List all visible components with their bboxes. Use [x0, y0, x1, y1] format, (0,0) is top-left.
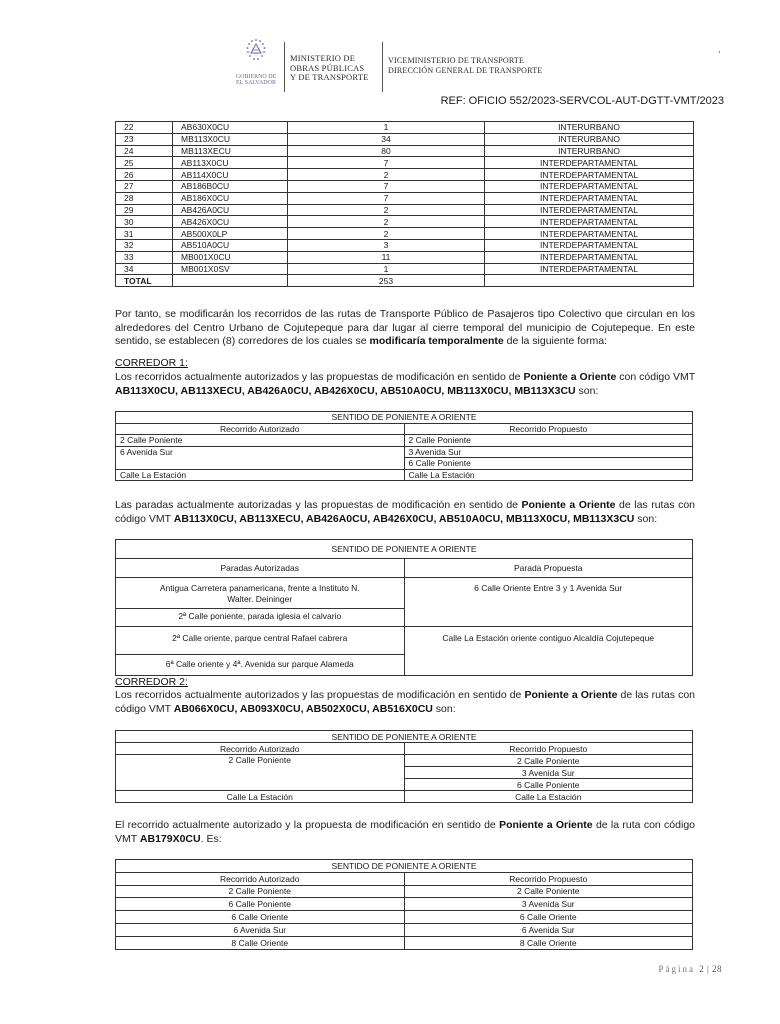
- table-cell: 6 Calle Oriente Entre 3 y 1 Avenida Sur: [404, 578, 693, 627]
- table-cell: MB113X0CU: [173, 133, 288, 145]
- table-cell: 32: [116, 239, 173, 251]
- table-cell: 3 Avenida Sur: [404, 767, 693, 779]
- table-row: [116, 180, 694, 192]
- table-cell: 2 Calle Poniente: [116, 755, 405, 791]
- table-row: [116, 192, 694, 204]
- table-cell: Calle La Estación oriente contiguo Alcaldía Cojutepeque: [404, 627, 693, 676]
- header-divider: [284, 42, 285, 92]
- page-label: Página: [658, 964, 695, 974]
- table-cell: AB426X0CU: [173, 216, 288, 228]
- table-cell: INTERDEPARTAMENTAL: [485, 204, 694, 216]
- table-cell: [485, 275, 694, 287]
- table-cell: 7: [288, 192, 485, 204]
- table-cell: 1: [288, 122, 485, 134]
- table-cell: AB426A0CU: [173, 204, 288, 216]
- text-run: Los recorridos actualmente autorizados y las propuestas de modificación en sentido de: [115, 689, 525, 701]
- corredor-2-paragraph-2: [115, 819, 695, 846]
- table-cell: INTERDEPARTAMENTAL: [485, 216, 694, 228]
- table-row: [116, 157, 694, 169]
- table-cell: 3 Avenida Sur: [404, 446, 693, 458]
- logo-caption-line-2: EL SALVADOR: [236, 80, 276, 86]
- table-cell: 2: [288, 169, 485, 181]
- table-row: [116, 898, 693, 911]
- ministry-name: [290, 54, 369, 83]
- page-footer: [658, 964, 722, 974]
- route-codes: AB066X0CU, AB093X0CU, AB502X0CU, AB516X0CU: [173, 702, 433, 715]
- table-row: [116, 239, 694, 251]
- table-cell: 6 Avenida Sur: [116, 446, 405, 469]
- route-codes: AB113X0CU, AB113XECU, AB426A0CU, AB426X0CU, AB510A0CU, MB113X0CU, MB113X3CU: [115, 384, 576, 397]
- government-logo: [232, 38, 280, 94]
- routes-table: [115, 121, 694, 287]
- text-run: son:: [575, 384, 599, 397]
- table-cell: 3 Avenida Sur: [404, 898, 693, 911]
- table-cell: 8 Calle Oriente: [116, 936, 405, 949]
- text-run: son:: [634, 512, 658, 525]
- table-cell: 29: [116, 204, 173, 216]
- table-cell: Calle La Estación: [116, 469, 405, 481]
- header-divider-2: [382, 42, 383, 92]
- total-label: TOTAL: [116, 275, 173, 287]
- text-run: de la ruta con código VMT: [115, 819, 695, 845]
- table-cell: 11: [288, 251, 485, 263]
- table-title: SENTIDO DE PONIENTE A ORIENTE: [116, 731, 693, 743]
- intro-bold: modificaría temporalmente: [369, 335, 504, 348]
- table-cell: 2: [288, 204, 485, 216]
- text-bold: Poniente a Oriente: [524, 689, 618, 701]
- table-cell: AB113X0CU: [173, 157, 288, 169]
- table-cell: AB630X0CU: [173, 122, 288, 134]
- corredor-1-title: CORREDOR 1:: [115, 357, 188, 369]
- table-cell: 28: [116, 192, 173, 204]
- table-cell: 6ª Calle oriente y 4ª. Avenida sur parque Alameda: [116, 655, 405, 676]
- table-row: [116, 885, 693, 898]
- table-cell: INTERURBANO: [485, 133, 694, 145]
- table-cell: AB500X0LP: [173, 228, 288, 240]
- table-cell: 2 Calle Poniente: [116, 435, 405, 447]
- text-run: son:: [432, 702, 456, 715]
- table-cell: 6 Calle Oriente: [116, 911, 405, 924]
- table-cell: Calle La Estación: [404, 469, 693, 481]
- table-cell: Antigua Carretera panamericana, frente a Instituto N. Walter. Deininger: [116, 578, 405, 609]
- table-cell: 7: [288, 157, 485, 169]
- text-run: Las paradas actualmente autorizadas y las propuestas de modificación en sentido de: [115, 499, 522, 511]
- table-cell: INTERDEPARTAMENTAL: [485, 263, 694, 275]
- table-cell: 2 Calle Poniente: [404, 435, 693, 447]
- table-cell: 23: [116, 133, 173, 145]
- table-cell: 6 Avenida Sur: [116, 923, 405, 936]
- table-cell: INTERDEPARTAMENTAL: [485, 192, 694, 204]
- intro-paragraph: [115, 308, 695, 349]
- column-header: Paradas Autorizadas: [116, 559, 405, 578]
- text-bold: Poniente a Oriente: [523, 371, 617, 383]
- table-cell: Calle La Estación: [116, 791, 405, 803]
- text-run: de las rutas con código VMT: [115, 689, 695, 715]
- page-number: 2 | 28: [699, 964, 722, 974]
- table-cell: 8 Calle Oriente: [404, 936, 693, 949]
- table-cell: 33: [116, 251, 173, 263]
- table-cell: 34: [116, 263, 173, 275]
- table-cell: 31: [116, 228, 173, 240]
- route-codes: AB179X0CU: [139, 832, 201, 845]
- table-cell: 6 Calle Poniente: [404, 779, 693, 791]
- column-header: Recorrido Propuesto: [404, 872, 693, 885]
- intro-tail: de la siguiente forma:: [503, 335, 607, 348]
- column-header: Recorrido Autorizado: [116, 872, 405, 885]
- vice-ministry-line-2: DIRECCIÓN GENERAL DE TRANSPORTE: [388, 66, 543, 75]
- table-row: [116, 169, 694, 181]
- table-cell: MB001X0SV: [173, 263, 288, 275]
- letterhead: [232, 38, 562, 94]
- table-cell: INTERDEPARTAMENTAL: [485, 169, 694, 181]
- table-cell: 26: [116, 169, 173, 181]
- table-row: [116, 263, 694, 275]
- text-bold: Poniente a Oriente: [521, 499, 616, 511]
- table-row: [116, 145, 694, 157]
- table-cell: 7: [288, 180, 485, 192]
- column-header: Recorrido Propuesto: [404, 423, 693, 435]
- text-run: con código VMT: [616, 371, 696, 383]
- corredor-1-routes-table: [115, 411, 693, 481]
- table-cell: AB510A0CU: [173, 239, 288, 251]
- table-cell: AB186X0CU: [173, 192, 288, 204]
- table-cell: AB186B0CU: [173, 180, 288, 192]
- total-value: 253: [288, 275, 485, 287]
- table-cell: 6 Avenida Sur: [404, 923, 693, 936]
- vice-ministry-name: [388, 56, 542, 76]
- table-cell: INTERURBANO: [485, 122, 694, 134]
- table-cell: 2ª Calle oriente, parque central Rafael cabrera: [116, 627, 405, 655]
- route-codes: AB113X0CU, AB113XECU, AB426A0CU, AB426X0CU, AB510A0CU, MB113X0CU, MB113X3CU: [173, 512, 635, 525]
- table-cell: 25: [116, 157, 173, 169]
- table-cell: [173, 275, 288, 287]
- table-cell: 1: [288, 263, 485, 275]
- table-row: [116, 251, 694, 263]
- corredor-2-title: CORREDOR 2:: [115, 676, 188, 688]
- corredor-2-route-ab179-table: [115, 859, 693, 950]
- table-cell: 80: [288, 145, 485, 157]
- table-cell: 2 Calle Poniente: [116, 885, 405, 898]
- text-run: . Es:: [200, 832, 222, 845]
- corner-mark: ,: [718, 44, 721, 54]
- table-cell: INTERDEPARTAMENTAL: [485, 239, 694, 251]
- column-header: Recorrido Autorizado: [116, 743, 405, 755]
- reference-number: REF: OFICIO 552/2023-SERVCOL-AUT-DGTT-VMT/2023: [440, 95, 724, 107]
- logo-caption-line-1: GOBIERNO DE: [235, 74, 277, 80]
- ministry-line-3: Y DE TRANSPORTE: [290, 72, 369, 82]
- table-cell: 30: [116, 216, 173, 228]
- table-cell: AB114X0CU: [173, 169, 288, 181]
- column-header: Recorrido Autorizado: [116, 423, 405, 435]
- table-cell: MB113XECU: [173, 145, 288, 157]
- ministry-line-2: OBRAS PÚBLICAS: [290, 62, 365, 73]
- table-cell: MB001X0CU: [173, 251, 288, 263]
- table-total-row: [116, 275, 694, 287]
- table-cell: 2 Calle Poniente: [404, 885, 693, 898]
- coat-of-arms-icon: [244, 38, 268, 72]
- table-title: SENTIDO DE PONIENTE A ORIENTE: [116, 412, 693, 424]
- table-cell: 2 Calle Poniente: [404, 755, 693, 767]
- table-cell: 2: [288, 228, 485, 240]
- table-cell: 6 Calle Poniente: [404, 458, 693, 470]
- table-title: SENTIDO DE PONIENTE A ORIENTE: [116, 860, 693, 873]
- table-cell: INTERDEPARTAMENTAL: [485, 251, 694, 263]
- text-run: Los recorridos actualmente autorizados y las propuestas de modificación en sentido de: [115, 371, 524, 383]
- corredor-2-paragraph-1: [115, 689, 695, 716]
- text-bold: Poniente a Oriente: [499, 819, 593, 831]
- table-cell: 24: [116, 145, 173, 157]
- table-cell: 34: [288, 133, 485, 145]
- table-cell: Calle La Estación: [404, 791, 693, 803]
- column-header: Parada Propuesta: [404, 559, 693, 578]
- table-row: [116, 122, 694, 134]
- table-cell: INTERDEPARTAMENTAL: [485, 180, 694, 192]
- table-cell: 22: [116, 122, 173, 134]
- table-cell: 27: [116, 180, 173, 192]
- vice-ministry-line-1: VICEMINISTERIO DE TRANSPORTE: [388, 56, 525, 65]
- table-cell: INTERDEPARTAMENTAL: [485, 157, 694, 169]
- text-run: El recorrido actualmente autorizado y la propuesta de modificación en sentido de: [115, 819, 500, 831]
- corredor-2-routes-table: [115, 730, 693, 803]
- table-cell: INTERURBANO: [485, 145, 694, 157]
- table-title: SENTIDO DE PONIENTE A ORIENTE: [116, 540, 693, 559]
- ministry-line-1: MINISTERIO DE: [290, 53, 356, 63]
- table-row: [116, 923, 693, 936]
- table-cell: 2ª Calle poniente, parada iglesia el calvario: [116, 609, 405, 627]
- table-row: [116, 216, 694, 228]
- table-cell: 6 Calle Poniente: [116, 898, 405, 911]
- table-row: [116, 228, 694, 240]
- table-cell: 3: [288, 239, 485, 251]
- column-header: Recorrido Propuesto: [404, 743, 693, 755]
- table-cell: INTERDEPARTAMENTAL: [485, 228, 694, 240]
- corredor-1-paragraph-2: [115, 499, 695, 526]
- intro-text: Por tanto, se modificarán los recorridos de las rutas de Transporte Público de Pasajeros tipo Colectivo que circulan en los alrededores del Centro Urbano de Cojutepeque para dar lugar al cierre temporal del municipio de Cojutepeque. En este sentido, se establecen (8) corredores de los cuales se: [115, 308, 695, 348]
- corredor-1-paragraph-1: [115, 371, 695, 398]
- text-run: de las rutas con código VMT: [115, 499, 696, 525]
- table-row: [116, 204, 694, 216]
- table-row: [116, 936, 693, 949]
- table-cell: 2: [288, 216, 485, 228]
- table-row: [116, 133, 694, 145]
- table-cell: 6 Calle Oriente: [404, 911, 693, 924]
- corredor-1-stops-table: [115, 539, 693, 676]
- table-row: [116, 911, 693, 924]
